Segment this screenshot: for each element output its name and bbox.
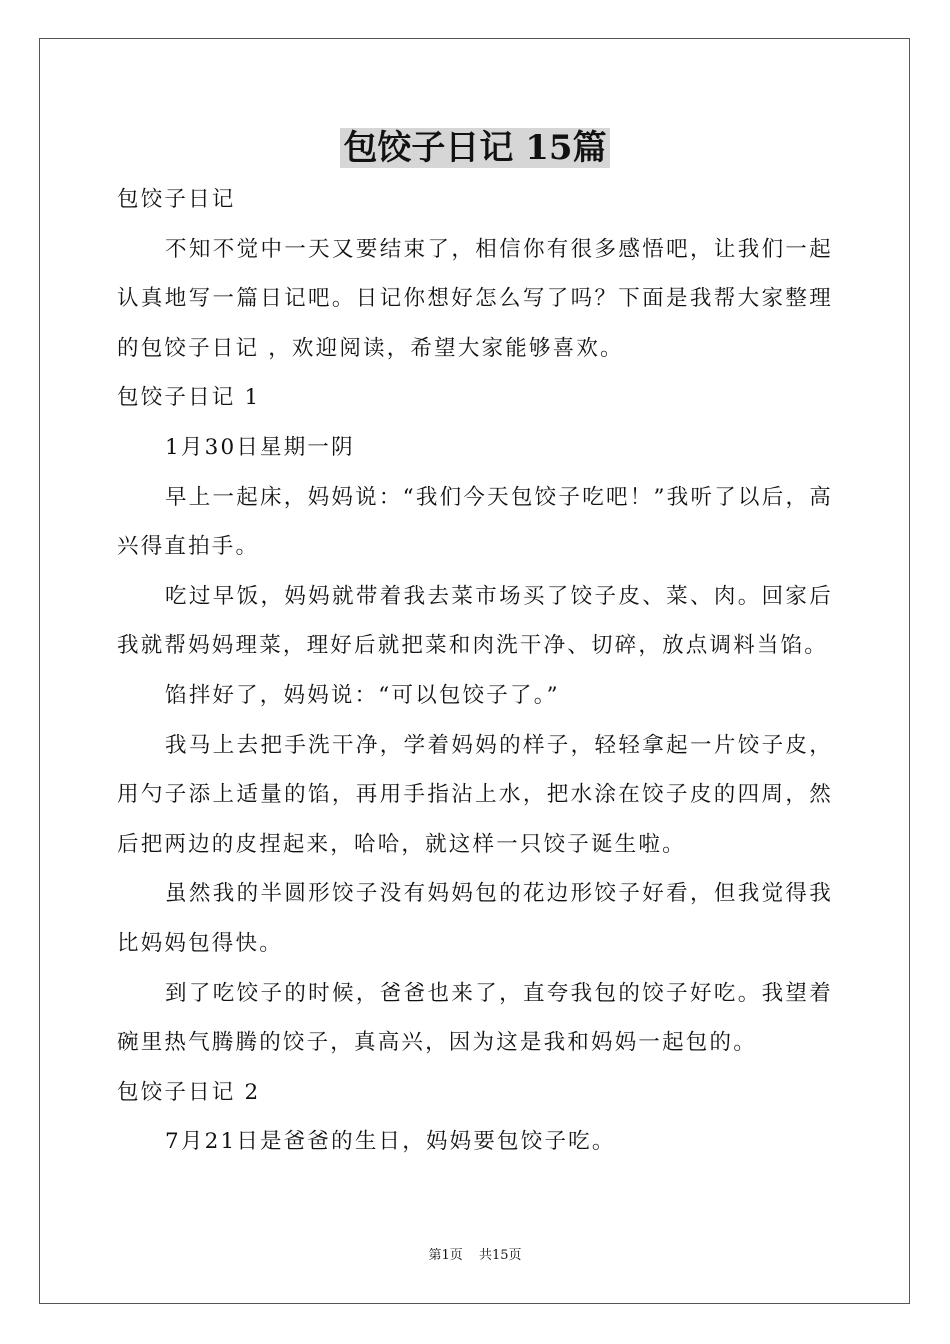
page-number: 第1页 — [428, 1248, 463, 1263]
document-body — [117, 175, 833, 1167]
document-title-text: 包饺子日记 15篇 — [340, 128, 609, 168]
section-heading: 包饺子日记 1 — [117, 385, 261, 411]
body-paragraph: 7月21日是爸爸的生日，妈妈要包饺子吃。 — [165, 1129, 616, 1155]
page-total: 共15页 — [478, 1248, 522, 1263]
section-heading: 包饺子日记 — [117, 187, 236, 212]
body-paragraph: 馅拌好了，妈妈说：“可以包饺子了。” — [165, 682, 560, 708]
body-paragraph: 我马上去把手洗干净，学着妈妈的样子，轻轻拿起一片饺子皮，用勺子添上适量的馅，再用手指沾上水，把水涂在饺子皮的四周，然后把两边的皮捏起来，哈哈，就这样一只饺子诞生啦。 — [117, 732, 833, 857]
document-title — [0, 126, 950, 170]
body-paragraph: 到了吃饺子的时候，爸爸也来了，直夸我包的饺子好吃。我望着碗里热气腾腾的饺子，真高兴，因为这是我和妈妈一起包的。 — [117, 980, 833, 1056]
body-paragraph: 不知不觉中一天又要结束了，相信你有很多感悟吧，让我们一起认真地写一篇日记吧。日记你想好怎么写了吗？下面是我帮大家整理的包饺子日记 ，欢迎阅读，希望大家能够喜欢。 — [117, 236, 833, 361]
body-paragraph: 吃过早饭，妈妈就带着我去菜市场买了饺子皮、菜、肉。回家后我就帮妈妈理菜，理好后就把菜和肉洗干净、切碎，放点调料当馅。 — [117, 583, 833, 659]
page-footer — [0, 1246, 950, 1266]
diary-date: 1月30日星期一阴 — [165, 434, 355, 460]
body-paragraph: 虽然我的半圆形饺子没有妈妈包的花边形饺子好看，但我觉得我比妈妈包得快。 — [117, 881, 833, 956]
section-heading: 包饺子日记 2 — [117, 1079, 261, 1105]
body-paragraph: 早上一起床，妈妈说：“我们今天包饺子吃吧！”我听了以后，高兴得直拍手。 — [117, 484, 833, 560]
